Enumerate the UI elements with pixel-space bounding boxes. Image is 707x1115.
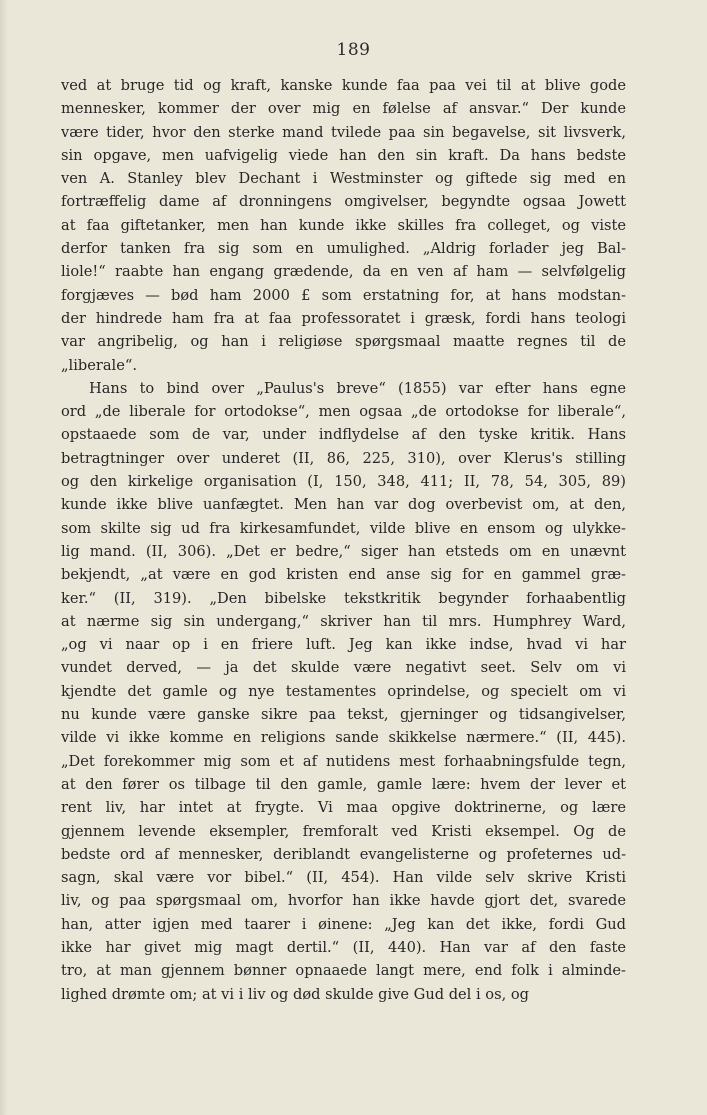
- text-line: og den kirkelige organisation (I, 150, 348, 411; II, 78, 54, 305, 89): [61, 473, 626, 491]
- text-line: fortræffelig dame af dronningens omgivelser, begyndte ogsaa Jowett: [61, 193, 626, 211]
- text-line: ikke har givet mig magt dertil.“ (II, 440). Han var af den faste: [61, 938, 626, 956]
- text-line: liv, og paa spørgsmaal om, hvorfor han ikke havde gjort det, svarede: [61, 892, 626, 910]
- text-line: bedste ord af mennesker, deriblandt evangelisterne og profeternes ud-: [61, 845, 626, 863]
- page-number: 189: [336, 40, 371, 60]
- page-fold-shadow: [0, 0, 8, 1115]
- paragraph: [61, 74, 626, 377]
- text-line: være tider, hvor den sterke mand tvilede paa sin begavelse, sit livsverk,: [61, 123, 626, 141]
- text-line: at nærme sig sin undergang,“ skriver han til mrs. Humphrey Ward,: [61, 612, 626, 630]
- text-line: bekjendt, „at være en god kristen end anse sig for en gammel græ-: [61, 566, 626, 584]
- text-line: ven A. Stanley blev Dechant i Westminster og giftede sig med en: [61, 170, 626, 188]
- text-line: ord „de liberale for ortodokse“, men ogsaa „de ortodokse for liberale“,: [61, 403, 626, 421]
- text-line: tro, at man gjennem bønner opnaaede langt mere, end folk i alminde-: [61, 962, 626, 980]
- text-line: rent liv, har intet at frygte. Vi maa opgive doktrinerne, og lære: [61, 799, 626, 817]
- text-line: „Det forekommer mig som et af nutidens mest forhaabningsfulde tegn,: [61, 752, 626, 770]
- text-line: ker.“ (II, 319). „Den bibelske tekstkritik begynder forhaabentlig: [61, 589, 626, 607]
- text-line: „liberale“.: [61, 356, 137, 374]
- text-line: vilde vi ikke komme en religions sande skikkelse nærmere.“ (II, 445).: [61, 729, 626, 747]
- text-line: lighed drømte om; at vi i liv og død skulde give Gud del i os, og: [61, 985, 529, 1003]
- text-line: som skilte sig ud fra kirkesamfundet, vilde blive en ensom og ulykke-: [61, 519, 626, 537]
- text-line: kjendte det gamle og nye testamentes oprindelse, og specielt om vi: [61, 682, 626, 700]
- text-line: ved at bruge tid og kraft, kanske kunde faa paa vei til at blive gode: [61, 77, 626, 94]
- text-line: at faa giftetanker, men han kunde ikke skilles fra colleget, og viste: [61, 216, 626, 234]
- text-line: der hindrede ham fra at faa professoratet i græsk, fordi hans teologi: [61, 309, 626, 327]
- text-line: at den fører os tilbage til den gamle, gamle lære: hvem der lever et: [61, 775, 626, 793]
- paragraph: [61, 377, 626, 1006]
- text-line: vundet derved, — ja det skulde være negativt seet. Selv om vi: [61, 659, 626, 677]
- text-line: forgjæves — bød ham 2000 £ som erstatning for, at hans modstan-: [61, 286, 626, 304]
- body-text: [61, 74, 626, 1006]
- text-line: han, atter igjen med taarer i øinene: „Jeg kan det ikke, fordi Gud: [61, 915, 626, 933]
- text-line: nu kunde være ganske sikre paa tekst, gjerninger og tidsangivelser,: [61, 706, 626, 724]
- text-line: liole!“ raabte han engang grædende, da en ven af ham — selvfølgelig: [61, 263, 626, 281]
- text-line: Hans to bind over „Paulus's breve“ (1855) var efter hans egne: [89, 379, 626, 397]
- text-line: derfor tanken fra sig som en umulighed. „Aldrig forlader jeg Bal-: [61, 240, 626, 258]
- text-line: var angribelig, og han i religiøse spørgsmaal maatte regnes til de: [61, 333, 626, 351]
- text-line: betragtninger over underet (II, 86, 225, 310), over Klerus's stilling: [61, 449, 626, 467]
- text-line: gjennem levende eksempler, fremforalt ved Kristi eksempel. Og de: [61, 822, 626, 840]
- text-line: mennesker, kommer der over mig en følelse af ansvar.“ Der kunde: [61, 100, 626, 118]
- text-line: „og vi naar op i en friere luft. Jeg kan ikke indse, hvad vi har: [61, 636, 626, 654]
- text-line: sagn, skal være vor bibel.“ (II, 454). Han vilde selv skrive Kristi: [61, 869, 626, 887]
- text-line: opstaaede som de var, under indflydelse af den tyske kritik. Hans: [61, 426, 626, 444]
- text-line: lig mand. (II, 306). „Det er bedre,“ siger han etsteds om en unævnt: [61, 542, 626, 560]
- text-line: sin opgave, men uafvigelig viede han den sin kraft. Da hans bedste: [61, 146, 626, 164]
- text-line: kunde ikke blive uanfægtet. Men han var dog overbevist om, at den,: [61, 496, 626, 514]
